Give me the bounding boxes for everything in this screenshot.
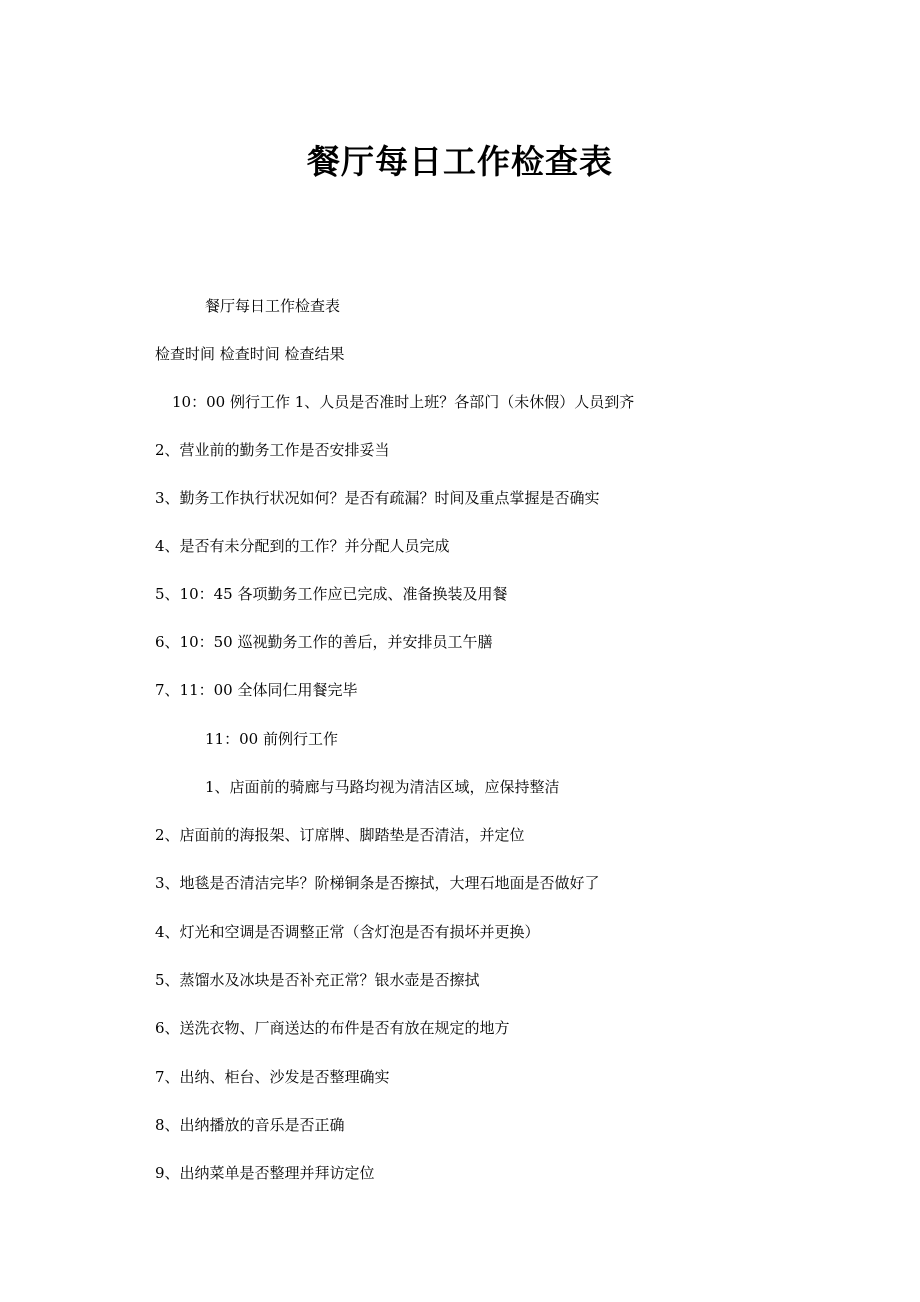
text-line: 2、店面前的海报架、订席牌、脚踏垫是否清洁，并定位 [155,826,525,844]
text-line: 3、勤务工作执行状况如何？是否有疏漏？时间及重点掌握是否确实 [155,489,600,507]
text-line: 7、11：00 全体同仁用餐完毕 [155,681,358,699]
text-line: 6、10：50 巡视勤务工作的善后，并安排员工午膳 [155,633,493,651]
text-line: 4、灯光和空调是否调整正常（含灯泡是否有损坏并更换） [155,923,540,941]
subtitle-line: 餐厅每日工作检查表 [205,297,341,315]
text-line: 5、蒸馏水及冰块是否补充正常？银水壶是否擦拭 [155,971,480,989]
text-line: 8、出纳播放的音乐是否正确 [155,1116,345,1134]
text-line: 9、出纳菜单是否整理并拜访定位 [155,1164,375,1182]
document-title: 餐厅每日工作检查表 [307,142,613,181]
section-heading: 11：00 前例行工作 [205,730,338,748]
text-line: 3、地毯是否清洁完毕？阶梯铜条是否擦拭，大理石地面是否做好了 [155,874,600,892]
header-line: 检查时间 检查时间 检查结果 [155,345,345,363]
text-line: 5、10：45 各项勤务工作应已完成、准备换装及用餐 [155,585,508,603]
text-line: 2、营业前的勤务工作是否安排妥当 [155,441,390,459]
text-line: 4、是否有未分配到的工作？并分配人员完成 [155,537,450,555]
text-line: 7、出纳、柜台、沙发是否整理确实 [155,1068,390,1086]
text-line: 1、店面前的骑廊与马路均视为清洁区域，应保持整洁 [205,778,560,796]
text-line: 10：00 例行工作 1、人员是否准时上班？各部门（未休假）人员到齐 [172,393,635,411]
text-line: 6、送洗衣物、厂商送达的布件是否有放在规定的地方 [155,1019,510,1037]
